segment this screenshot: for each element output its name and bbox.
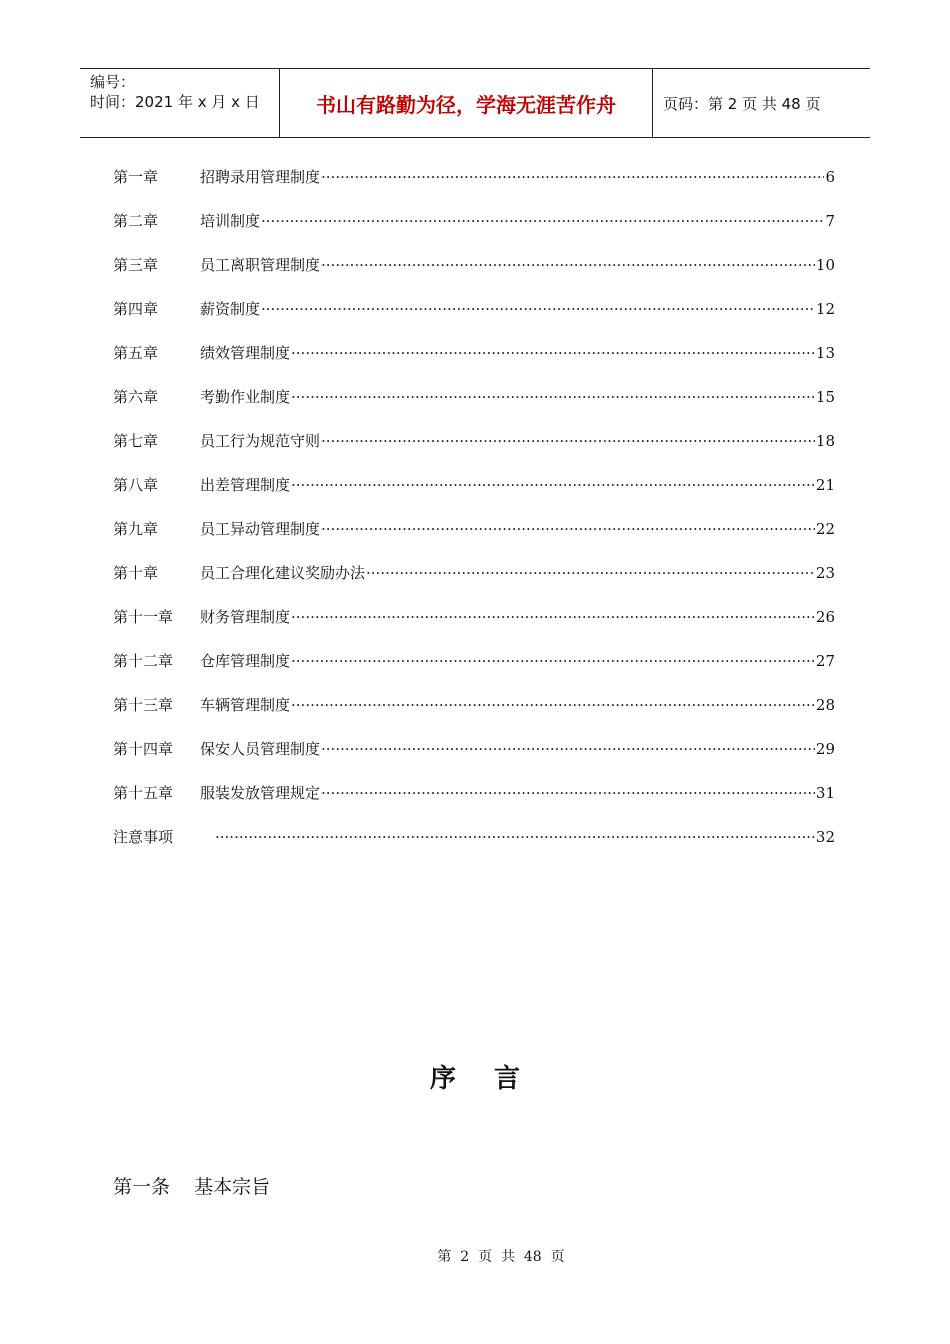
toc-page-number: 13 xyxy=(815,344,835,362)
toc-entry[interactable] xyxy=(113,782,835,826)
toc-leader-dots xyxy=(321,432,815,450)
header-meta xyxy=(80,69,280,137)
toc-leader-dots xyxy=(291,344,815,362)
toc-chapter-title: 薪资制度 xyxy=(200,300,261,318)
toc-chapter-number: 第六章 xyxy=(113,388,159,406)
toc-entry[interactable] xyxy=(113,386,835,430)
preface-title: 序言 xyxy=(429,1064,558,1094)
toc-entry[interactable] xyxy=(113,606,835,650)
toc-page-number: 23 xyxy=(815,564,835,582)
toc-leader-dots xyxy=(215,828,815,846)
toc-page-number: 10 xyxy=(815,256,835,274)
toc-chapter-title: 车辆管理制度 xyxy=(200,696,291,714)
toc-leader-dots xyxy=(261,212,824,230)
toc-chapter-number: 第十三章 xyxy=(113,696,174,714)
toc-page-number: 31 xyxy=(815,784,835,802)
toc-leader-dots xyxy=(321,520,815,538)
toc-leader-dots xyxy=(366,564,815,582)
toc-chapter-title: 财务管理制度 xyxy=(200,608,291,626)
toc-entry[interactable] xyxy=(113,430,835,474)
page-footer: 第 2 页 共 48 页 xyxy=(437,1249,565,1265)
toc-page-number: 12 xyxy=(815,300,835,318)
toc-entry[interactable] xyxy=(113,166,835,210)
toc-entry[interactable] xyxy=(113,650,835,694)
toc-page-number: 27 xyxy=(815,652,835,670)
toc-entry[interactable] xyxy=(113,210,835,254)
article-heading: 第一条 基本宗旨 xyxy=(113,1176,271,1198)
toc-notes-title: 注意事项 xyxy=(113,828,174,846)
toc-chapter-title: 招聘录用管理制度 xyxy=(200,168,321,186)
toc-chapter-title: 员工异动管理制度 xyxy=(200,520,321,538)
doc-time-label: 时间：2021 年 x 月 x 日 xyxy=(90,93,260,111)
toc-entry[interactable] xyxy=(113,298,835,342)
toc-chapter-number: 第一章 xyxy=(113,168,159,186)
toc-chapter-title: 仓库管理制度 xyxy=(200,652,291,670)
doc-number-label: 编号： xyxy=(90,73,136,91)
toc-chapter-title: 培训制度 xyxy=(200,212,261,230)
toc-chapter-number: 第五章 xyxy=(113,344,159,362)
toc-chapter-title: 服装发放管理规定 xyxy=(200,784,321,802)
header-page-info: 页码：第 2 页 共 48 页 xyxy=(663,94,821,113)
toc-page-number: 21 xyxy=(815,476,835,494)
toc-chapter-title: 考勤作业制度 xyxy=(200,388,291,406)
toc-page-number: 26 xyxy=(815,608,835,626)
toc-page-number: 28 xyxy=(815,696,835,714)
toc-entry-notes[interactable] xyxy=(113,826,835,870)
toc-chapter-title: 员工合理化建议奖励办法 xyxy=(200,564,366,582)
toc-leader-dots xyxy=(321,740,815,758)
toc-leader-dots xyxy=(291,652,815,670)
toc-entry[interactable] xyxy=(113,518,835,562)
toc-chapter-number: 第十五章 xyxy=(113,784,174,802)
toc-leader-dots xyxy=(261,300,815,318)
page-header xyxy=(80,68,870,138)
toc-page-number: 32 xyxy=(815,828,835,846)
toc-entry[interactable] xyxy=(113,562,835,606)
toc-page-number: 15 xyxy=(815,388,835,406)
toc-leader-dots xyxy=(321,168,824,186)
toc-entry[interactable] xyxy=(113,738,835,782)
toc-chapter-title: 员工行为规范守则 xyxy=(200,432,321,450)
toc-chapter-number: 第十章 xyxy=(113,564,159,582)
toc-entry[interactable] xyxy=(113,474,835,518)
toc-chapter-number: 第四章 xyxy=(113,300,159,318)
toc-chapter-number: 第七章 xyxy=(113,432,159,450)
toc-entry[interactable] xyxy=(113,342,835,386)
toc-chapter-title: 出差管理制度 xyxy=(200,476,291,494)
toc-page-number: 29 xyxy=(815,740,835,758)
toc-chapter-number: 第二章 xyxy=(113,212,159,230)
toc-leader-dots xyxy=(321,784,815,802)
toc-chapter-number: 第三章 xyxy=(113,256,159,274)
toc-leader-dots xyxy=(291,608,815,626)
toc-chapter-title: 绩效管理制度 xyxy=(200,344,291,362)
toc-leader-dots xyxy=(291,388,815,406)
toc-chapter-number: 第九章 xyxy=(113,520,159,538)
toc-entry[interactable] xyxy=(113,694,835,738)
toc-chapter-number: 第八章 xyxy=(113,476,159,494)
header-motto: 书山有路勤为径，学海无涯苦作舟 xyxy=(280,69,653,137)
table-of-contents xyxy=(113,166,835,870)
toc-chapter-number: 第十二章 xyxy=(113,652,174,670)
toc-entry[interactable] xyxy=(113,254,835,298)
toc-page-number: 7 xyxy=(825,212,835,230)
toc-leader-dots xyxy=(321,256,815,274)
toc-chapter-title: 员工离职管理制度 xyxy=(200,256,321,274)
toc-page-number: 22 xyxy=(815,520,835,538)
toc-chapter-title: 保安人员管理制度 xyxy=(200,740,321,758)
toc-page-number: 18 xyxy=(815,432,835,450)
toc-leader-dots xyxy=(291,476,815,494)
toc-leader-dots xyxy=(291,696,815,714)
toc-page-number: 6 xyxy=(825,168,835,186)
toc-chapter-number: 第十一章 xyxy=(113,608,174,626)
toc-chapter-number: 第十四章 xyxy=(113,740,174,758)
